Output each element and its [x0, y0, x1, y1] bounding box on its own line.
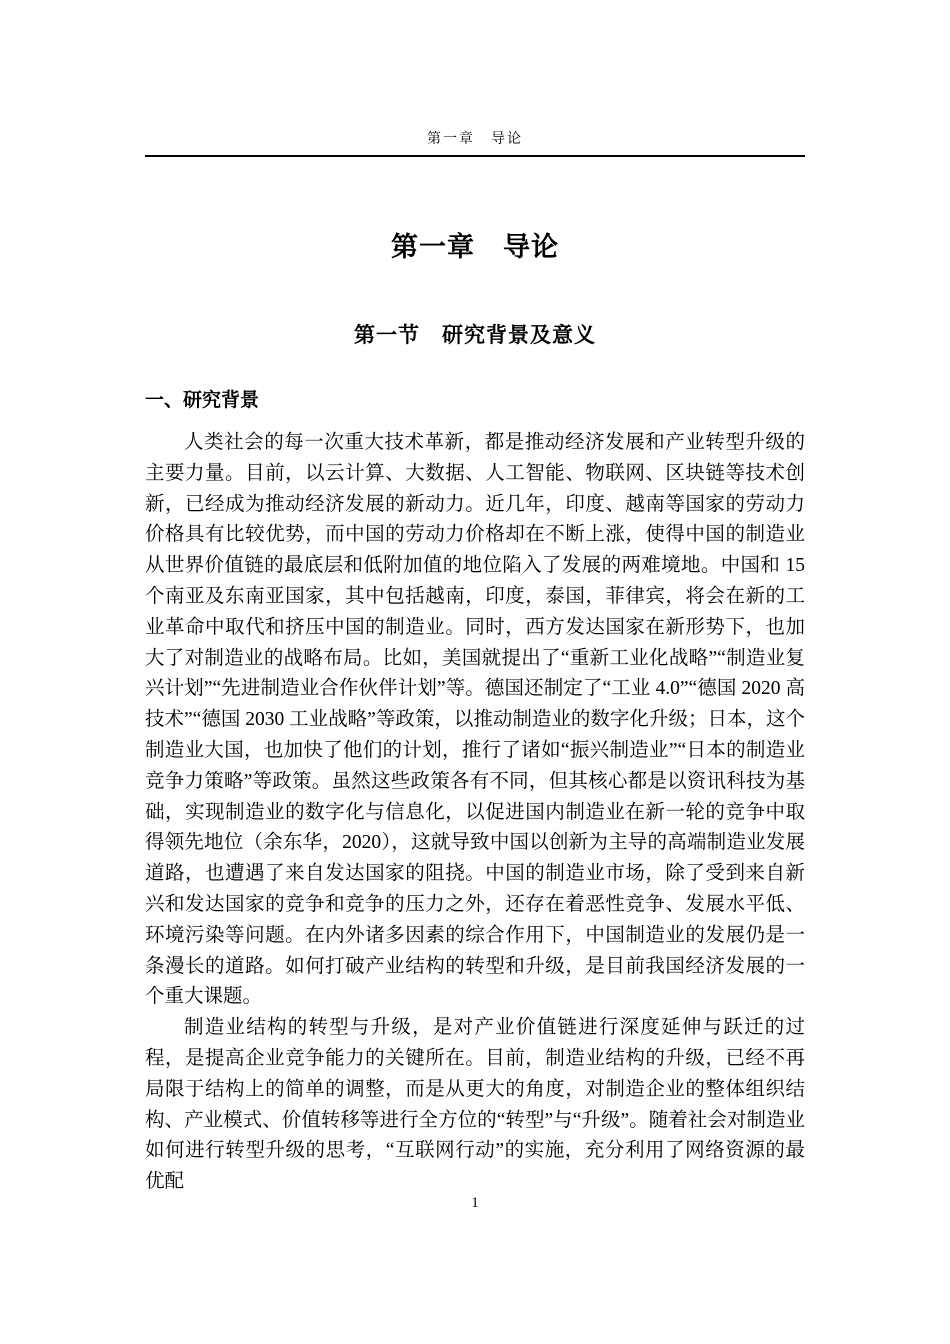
paragraph-2: 制造业结构的转型与升级，是对产业价值链进行深度延伸与跃迁的过程，是提高企业竞争能力的关键所在。目前，制造业结构的升级，已经不再局限于结构上的简单的调整，而是从更大的角度，对制造企业的整体组织结构、产业模式、价值转移等进行全方位的“转型”与“升级”。随着社会对制造业如何进行转型升级的思考，“互联网行动”的实施，充分利用了网络资源的最优配 — [145, 1017, 805, 1193]
running-header — [145, 128, 805, 157]
page-footer — [0, 1195, 950, 1212]
page-number: 1 — [471, 1195, 479, 1211]
body-text — [145, 428, 805, 1198]
paragraph-1: 人类社会的每一次重大技术革新，都是推动经济发展和产业转型升级的主要力量。目前，以云计算、大数据、人工智能、物联网、区块链等技术创新，已经成为推动经济发展的新动力。近几年，印度、越南等国家的劳动力价格具有比较优势，而中国的劳动力价格却在不断上涨，使得中国的制造业从世界价值链的最底层和低附加值的地位陷入了发展的两难境地。中国和 15 个南亚及东南亚国家，其中包括越南，印度，泰国，菲律宾，将会在新的工业革命中取代和挤压中国的制造业。同时，西方发达国家在新形势下，也加大了对制造业的战略布局。比如，美国就提出了“重新工业化战略”“制造业复兴计划”“先进制造业合作伙伴计划”等。德国还制定了“工业 4.0”“德国 2020 高技术”“德国 2030 工业战略”等政策，以推动制造业的数字化升级；日本，这个制造业大国，也加快了他们的计划，推行了诸如“振兴制造业”“日本的制造业竞争力策略”等政策。虽然这些政策各有不同，但其核心都是以资讯科技为基础，实现制造业的数字化与信息化，以促进国内制造业在新一轮的竞争中取得领先地位（余东华，2020），这就导致中国以创新为主导的高端制造业发展道路，也遭遇了来自发达国家的阻挠。中国的制造业市场，除了受到来自新兴和发达国家的竞争和竞争的压力之外，还存在着恶性竞争、发展水平低、环境污染等问题。在内外诸多因素的综合作用下，中国制造业的发展仍是一条漫长的道路。如何打破产业结构的转型和升级，是目前我国经济发展的一个重大课题。 — [145, 432, 805, 1008]
section-title: 第一节 研究背景及意义 — [354, 324, 596, 347]
chapter-title: 第一章 导论 — [391, 232, 559, 262]
subsection-title: 一、研究背景 — [145, 390, 260, 411]
running-header-text: 第一章 导论 — [427, 132, 523, 147]
